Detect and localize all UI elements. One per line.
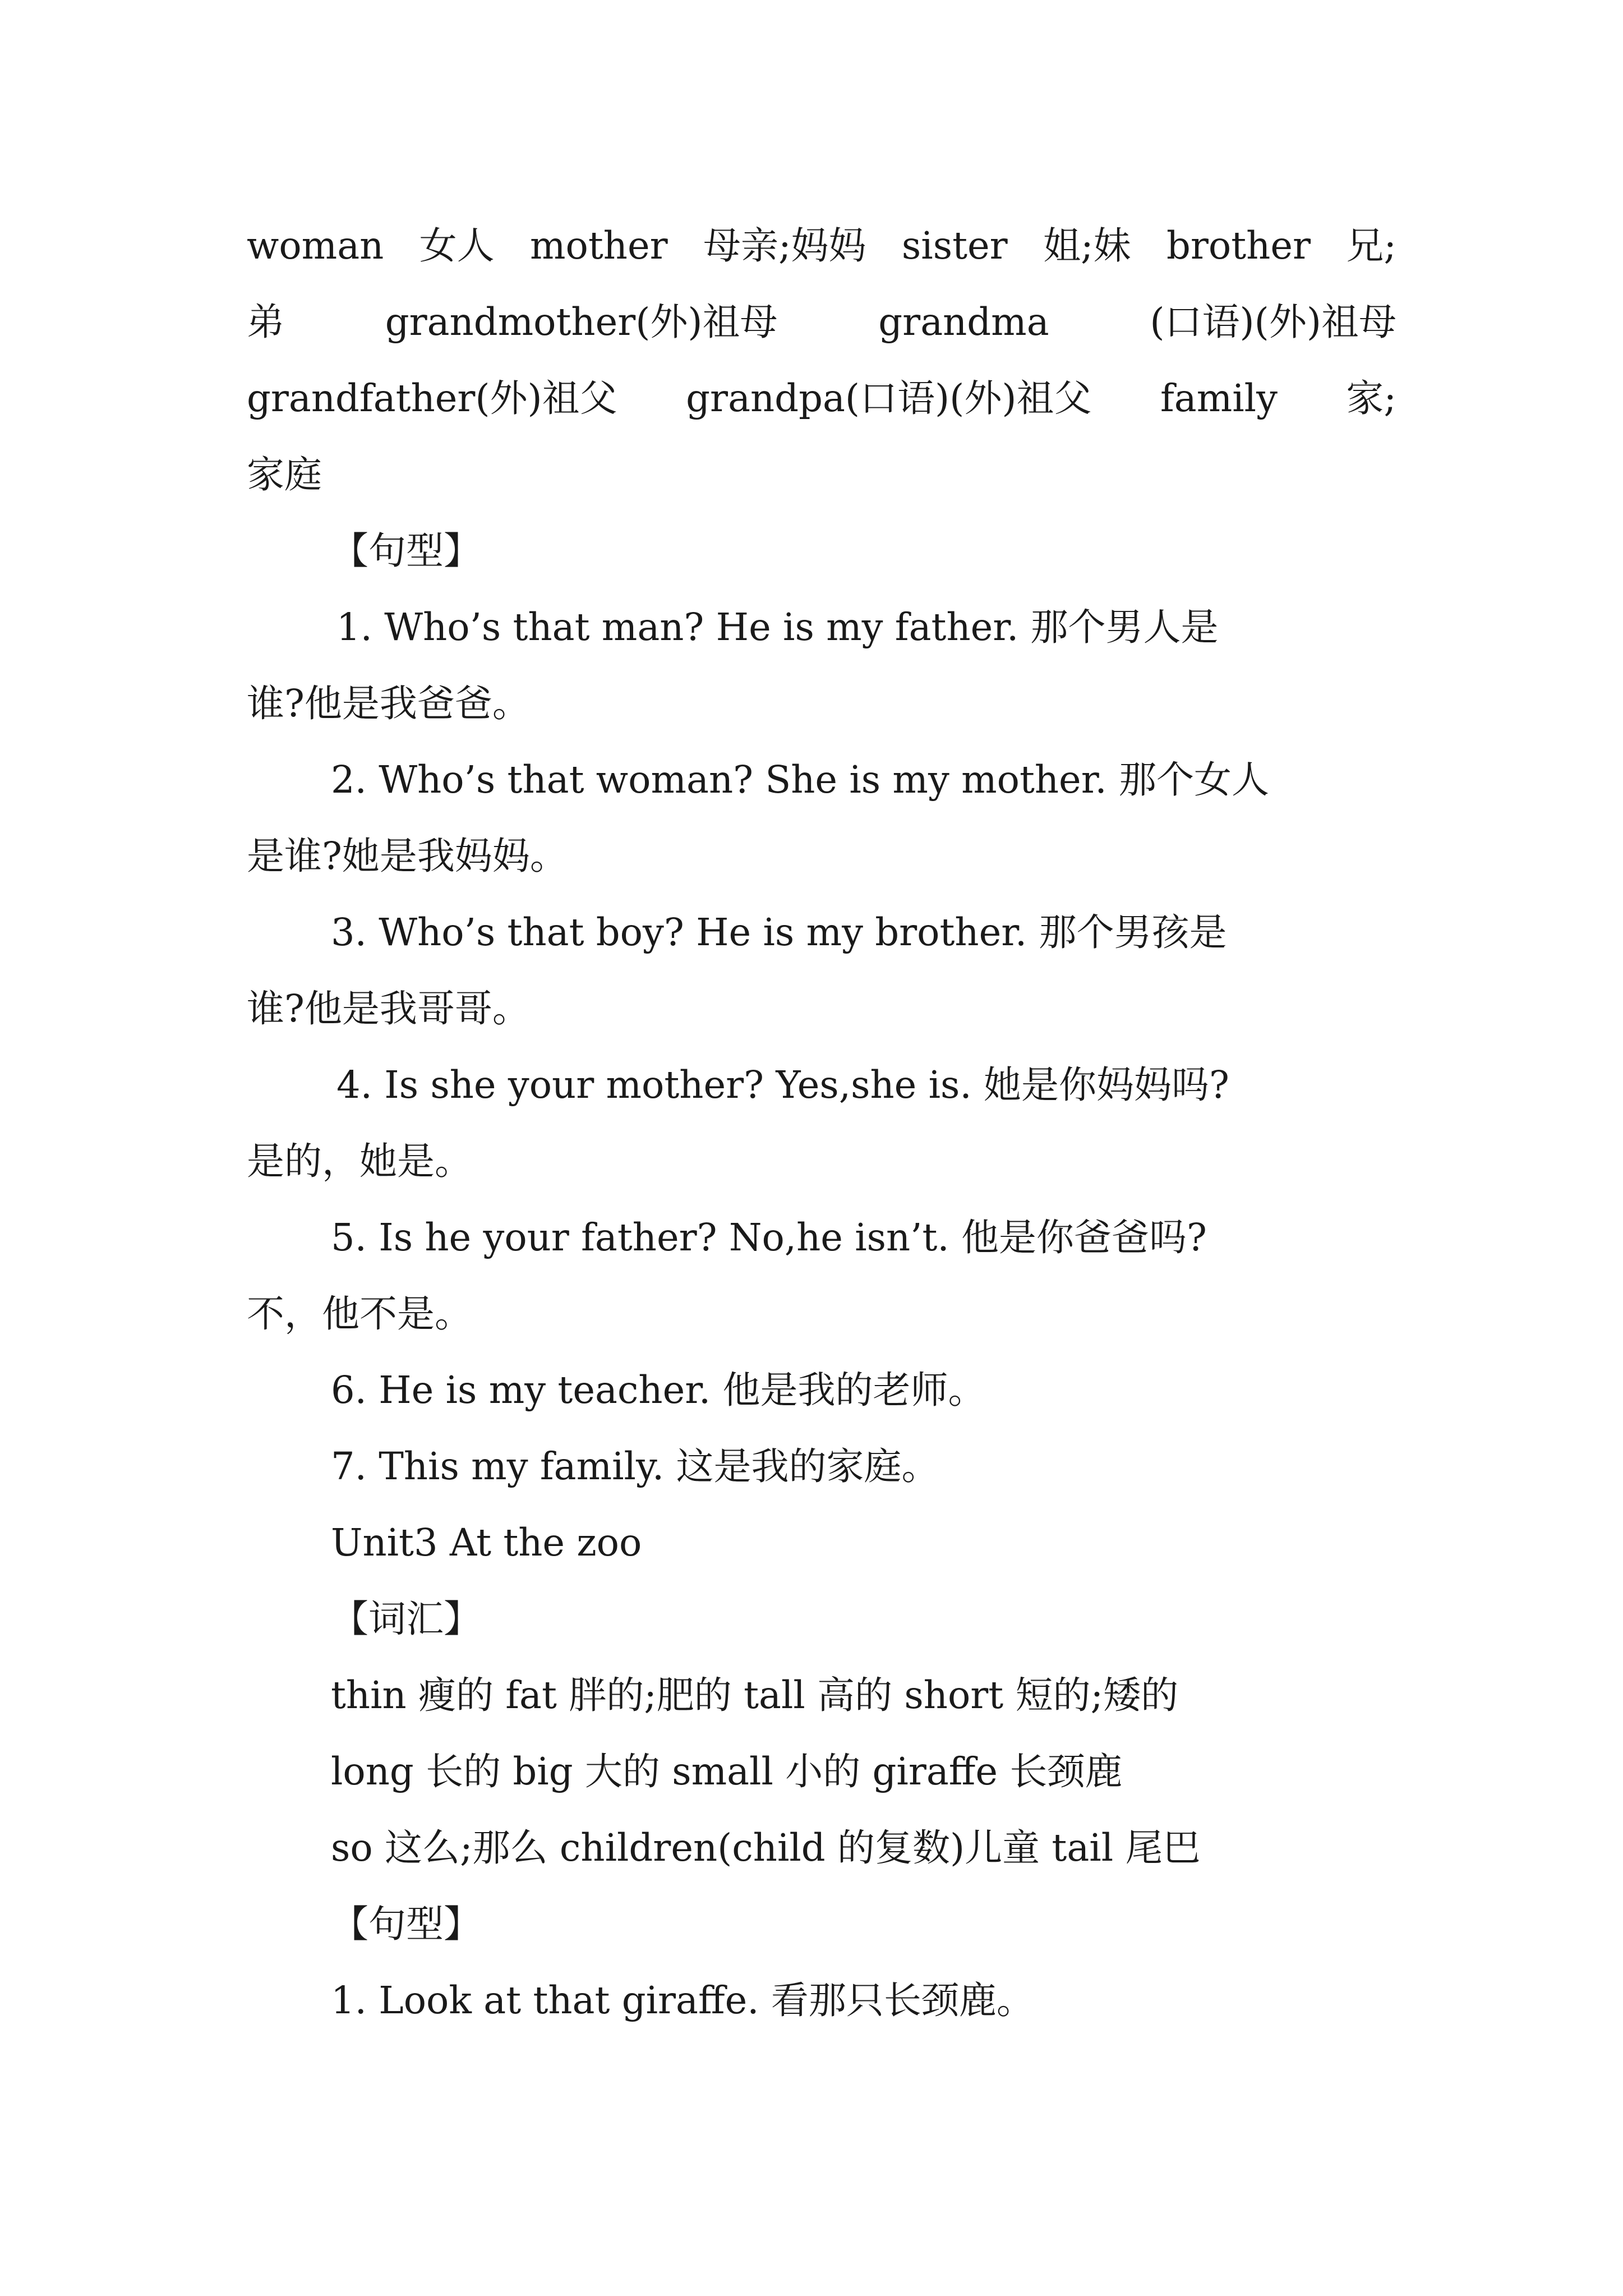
sentence-3-line-1: 3. Who’s that boy? He is my brother. 那个男孩是 <box>331 910 1227 954</box>
sentence-2-line-2: 是谁?她是我妈妈。 <box>247 834 568 878</box>
vocab-line-1 <box>247 208 1396 284</box>
zoo-sentence-1: 1. Look at that giraffe. 看那只长颈鹿。 <box>331 1978 1034 2022</box>
vocab-meaning: 弟 <box>247 300 284 344</box>
sentence-1-line-1: 1. Who’s that man? He is my father. 那个男人是 <box>336 605 1219 649</box>
vocab-word: grandma <box>878 300 1049 344</box>
vocab-word: mother <box>530 224 668 268</box>
vocab-word: family <box>1160 376 1278 420</box>
vocab-entry: grandfather(外)祖父 <box>247 376 617 420</box>
document-page <box>247 208 1396 2039</box>
vocab-entry: grandpa(口语)(外)祖父 <box>686 376 1092 420</box>
sentence-4-line-2: 是的，她是。 <box>247 1139 472 1183</box>
zoo-vocab-line-3: so 这么;那么 children(child 的复数)儿童 tail 尾巴 <box>331 1826 1201 1870</box>
sentence-2-line-1: 2. Who’s that woman? She is my mother. 那个女人 <box>331 758 1269 802</box>
section-heading-sentences-2: 【句型】 <box>331 1902 481 1946</box>
vocab-meaning: 姐;妹 <box>1043 224 1131 268</box>
vocab-meaning: 家; <box>1346 376 1396 420</box>
sentence-7: 7. This my family. 这是我的家庭。 <box>331 1444 939 1488</box>
section-heading-sentences: 【句型】 <box>331 529 481 573</box>
sentence-5-line-1: 5. Is he your father? No,he isn’t. 他是你爸爸吗? <box>331 1216 1207 1259</box>
vocab-word: brother <box>1166 224 1311 268</box>
vocab-line-4: 家庭 <box>247 453 322 496</box>
unit-title: Unit3 At the zoo <box>331 1521 642 1565</box>
section-heading-vocab: 【词汇】 <box>331 1597 481 1641</box>
sentence-1-line-2: 谁?他是我爸爸。 <box>247 682 530 725</box>
vocab-meaning: 女人 <box>419 224 495 268</box>
vocab-word: sister <box>901 224 1008 268</box>
sentence-5-line-2: 不，他不是。 <box>247 1292 472 1336</box>
vocab-line-2 <box>247 284 1396 360</box>
vocab-meaning: (口语)(外)祖母 <box>1150 300 1396 344</box>
vocab-entry: grandmother(外)祖母 <box>385 300 778 344</box>
zoo-vocab-line-2: long 长的 big 大的 small 小的 giraffe 长颈鹿 <box>331 1750 1123 1793</box>
vocab-meaning: 母亲;妈妈 <box>703 224 866 268</box>
sentence-4-line-1: 4. Is she your mother? Yes,she is. 她是你妈妈吗? <box>336 1063 1229 1107</box>
sentence-3-line-2: 谁?他是我哥哥。 <box>247 987 530 1030</box>
sentence-6: 6. He is my teacher. 他是我的老师。 <box>331 1368 986 1412</box>
vocab-word: woman <box>247 224 384 268</box>
zoo-vocab-line-1: thin 瘦的 fat 胖的;肥的 tall 高的 short 短的;矮的 <box>331 1673 1179 1717</box>
vocab-meaning: 兄; <box>1346 224 1396 268</box>
vocab-line-3 <box>247 360 1396 436</box>
